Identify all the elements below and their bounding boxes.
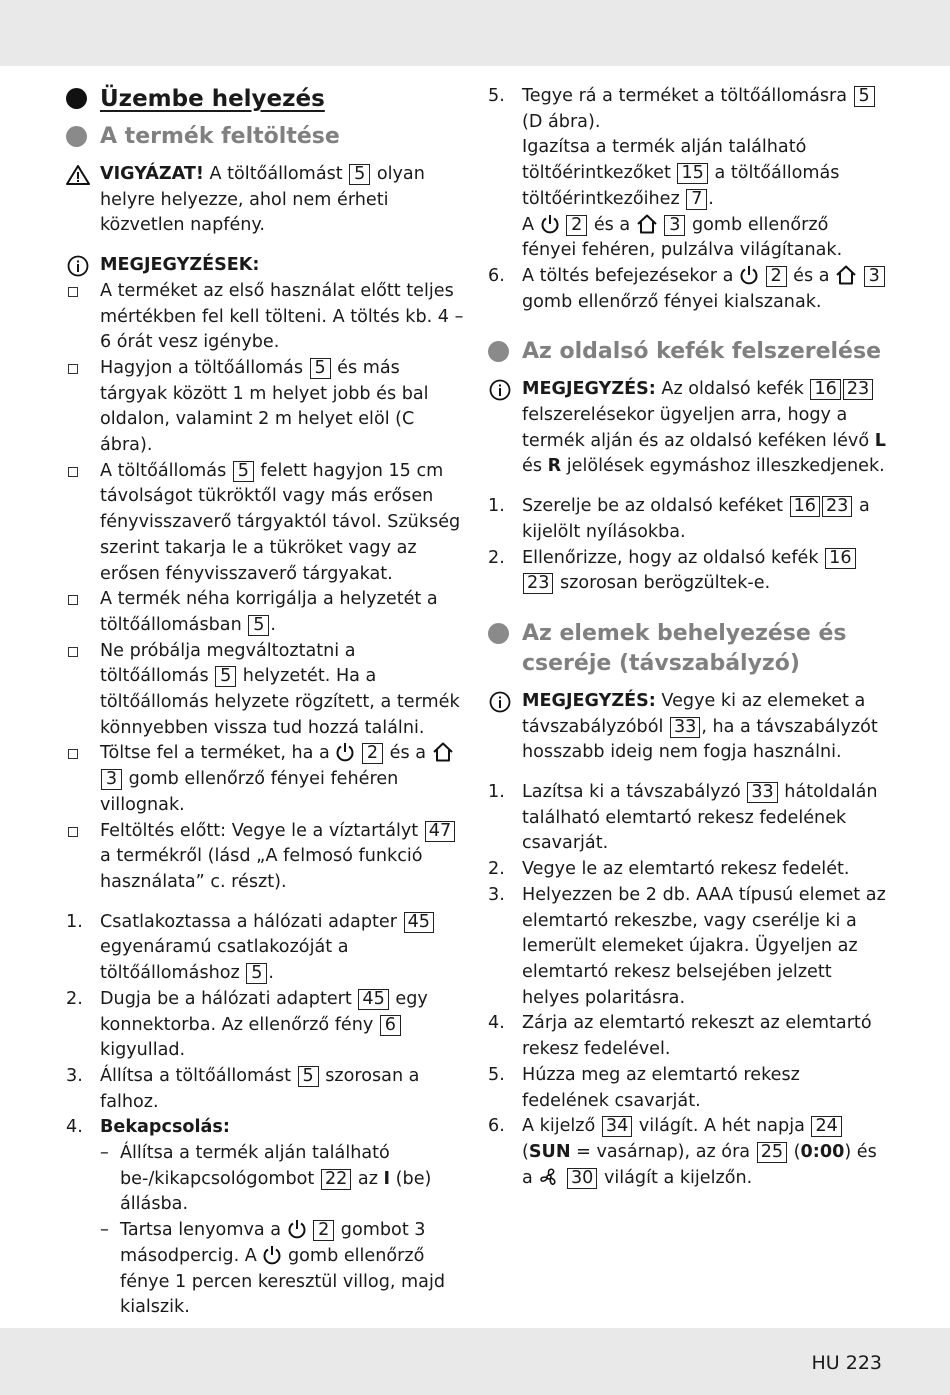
brushes-note: MEGJEGYZÉS: Az oldalsó kefék 16 23 felszerelésekor ügyeljen arra, hogy a termék alján és az oldalsó keféken lévő L és R jelölések egymáshoz illeszkedjenek.: [488, 377, 888, 480]
ref-box: 2: [362, 743, 383, 764]
home-icon: [835, 265, 857, 285]
list-item: 2. Dugja be a hálózati adaptert 45 egy konnektorba. Az ellenőrző fény 6 kigyullad.: [66, 988, 428, 1061]
ref-box: 16: [825, 548, 855, 569]
ref-box: 47: [425, 821, 455, 842]
subsection-title: A termék feltöltése: [66, 122, 466, 152]
list-item: 5. Tegye rá a terméket a töltőállomásra 5 (D ábra). Igazítsa a termék alján található töltőérintkezőket 15 a töltőállomás töltőérintkezőihez 7 . A 2 és a 3 gomb ellenőrző fényei fehéren, pulzálva világítanak.: [488, 84, 888, 264]
ref-box: 3: [864, 266, 885, 287]
list-item: A terméket az első használat előtt teljes mértékben fel kell tölteni. A töltés kb. 4 – 6 órát vesz igénybe.: [66, 279, 466, 356]
ref-box: 16: [790, 496, 820, 517]
list-item: 6. A kijelző 34 világít. A hét napja 24 (SUN = vasárnap), az óra 25 (0:00) és a 30 világít a kijelzőn.: [488, 1116, 877, 1188]
bullet-dot-icon: [488, 341, 509, 362]
info-icon: [488, 379, 512, 401]
checkbox-square-icon: [68, 467, 78, 477]
brushes-steps: [488, 494, 888, 597]
checkbox-square-icon: [68, 647, 78, 657]
list-item: Hagyjon a töltőállomás 5 és más tárgyak között 1 m helyet jobb és bal oldalon, valamint 2 m helyet elöl (C ábra).: [66, 356, 466, 459]
ref-box: 5: [248, 615, 269, 636]
ref-box: 5: [310, 358, 331, 379]
list-item: 4. Zárja az elemtartó rekeszt az elemtartó rekesz fedelével.: [488, 1013, 872, 1060]
home-icon: [432, 742, 454, 762]
checkbox-square-icon: [68, 595, 78, 605]
list-item: 3. Helyezzen be 2 db. AAA típusú elemet az elemtartó rekeszbe, vagy cserélje ki a lemerült elemeket újakra. Ügyeljen az elemtartó rekesz belsejében jelzett helyes polaritásra.: [488, 884, 886, 1008]
batteries-title: Az elemek behelyezése és cseréje (távszabályzó): [488, 619, 888, 679]
list-item: A töltőállomás 5 felett hagyjon 15 cm távolságot tükröktől vagy más erősen fényvisszaverő tárgyaktól távol. Szükség szerint takarja le a tükröket vagy az erősen fényvisszaverő tárgyakat.: [66, 459, 466, 588]
list-item: 1. Lazítsa ki a távszabályzó 33 hátoldalán található elemtartó rekesz fedelének csavarját.: [488, 782, 878, 854]
checkbox-square-icon: [68, 287, 78, 297]
sub-steps-list: [100, 1141, 466, 1321]
checkbox-square-icon: [68, 827, 78, 837]
list-item: 2. Vegye le az elemtartó rekesz fedelét.: [488, 859, 850, 880]
ref-box: 45: [404, 912, 434, 933]
list-item: A termék néha korrigálja a helyzetét a töltőállomásban 5 .: [66, 587, 466, 638]
header-band: [0, 0, 950, 66]
bullet-dot-icon: [488, 623, 509, 644]
notes-heading: MEGJEGYZÉSEK:: [66, 253, 466, 279]
checkbox-square-icon: [68, 364, 78, 374]
warning-triangle-icon: [66, 164, 90, 186]
brushes-title: Az oldalsó kefék felszerelése: [488, 337, 888, 367]
ref-box: 15: [677, 163, 707, 184]
list-item: – Tartsa lenyomva a 2 gombot 3 másodpercig. A gomb ellenőrző fénye 1 percen keresztül villog, majd kialszik.: [100, 1220, 446, 1318]
ref-box: 5: [349, 164, 370, 185]
ref-box: 2: [566, 215, 587, 236]
ref-box: 5: [215, 666, 236, 687]
ref-box: 2: [766, 266, 787, 287]
footer-band: [0, 1328, 950, 1395]
steps-list: [488, 84, 888, 315]
ref-box: 6: [380, 1015, 401, 1036]
section-title: Üzembe helyezés: [66, 84, 466, 114]
ref-box: 23: [523, 573, 553, 594]
ref-box: 22: [321, 1169, 351, 1190]
fan-icon: [538, 1167, 560, 1187]
ref-box: 33: [670, 717, 700, 738]
left-column: [66, 84, 466, 1321]
caution-note: VIGYÁZAT! A töltőállomást 5 olyan helyre helyezze, ahol nem érheti közvetlen napfény.: [66, 162, 466, 239]
ref-box: 3: [101, 769, 122, 790]
ref-box: 5: [233, 461, 254, 482]
info-icon: [66, 255, 90, 277]
ref-box: 25: [757, 1142, 787, 1163]
batteries-steps: [488, 780, 888, 1191]
ref-box: 34: [602, 1116, 632, 1137]
ref-box: 23: [822, 496, 852, 517]
batteries-note: MEGJEGYZÉS: Vegye ki az elemeket a távszabályzóból 33 , ha a távszabályzót hosszabb ideig nem fogja használni.: [488, 689, 888, 766]
notes-list: [66, 279, 466, 896]
list-item: – Állítsa a termék alján található be-/kikapcsológombot 22 az I (be) állásba.: [100, 1143, 432, 1215]
ref-box: 5: [854, 86, 875, 107]
right-column: [488, 84, 888, 1191]
steps-list: [66, 910, 466, 1321]
ref-box: 24: [811, 1116, 841, 1137]
ref-box: 30: [567, 1168, 597, 1189]
caution-label: VIGYÁZAT!: [100, 164, 204, 184]
list-item: Feltöltés előtt: Vegye le a víztartályt 47 a termékről (lásd „A felmosó funkció használata” c. részt).: [66, 819, 466, 896]
ref-box: 33: [747, 782, 777, 803]
ref-box: 3: [664, 215, 685, 236]
list-item: 6. A töltés befejezésekor a 2 és a 3 gomb ellenőrző fényei kialszanak.: [488, 264, 888, 315]
power-icon: [287, 1219, 307, 1239]
power-icon: [335, 742, 355, 762]
power-icon: [540, 214, 560, 234]
page-number: HU 223: [811, 1352, 882, 1374]
list-item: 5. Húzza meg az elemtartó rekesz fedelének csavarját.: [488, 1064, 800, 1111]
ref-box: 2: [313, 1220, 334, 1241]
bullet-dot-icon: [66, 126, 87, 147]
list-item: Töltse fel a terméket, ha a 2 és a 3 gomb ellenőrző fényei fehéren villognak.: [66, 741, 466, 818]
ref-box: 16: [810, 379, 840, 400]
list-item: 1. Szerelje be az oldalsó keféket 16 23 a kijelölt nyílásokba.: [488, 496, 870, 542]
ref-box: 45: [358, 989, 388, 1010]
home-icon: [636, 214, 658, 234]
info-icon: [488, 691, 512, 713]
ref-box: 5: [246, 963, 267, 984]
ref-box: 7: [686, 189, 707, 210]
list-item: 4. Bekapcsolás: – Állítsa a termék alján található be-/kikapcsológombot 22 az I (be) állásba. – Tartsa lenyomva a 2 gombot 3 másodpercig. A gomb ellenőrző fénye 1 percen keresztül villog, majd kialszik.: [66, 1115, 466, 1321]
list-item: 2. Ellenőrizze, hogy az oldalsó kefék 1623 szorosan berögzültek-e.: [488, 546, 888, 597]
ref-box: 5: [298, 1066, 319, 1087]
list-item: Ne próbálja megváltoztatni a töltőállomás 5 helyzetét. Ha a töltőállomás helyzete rögzített, a termék könnyebben vissza tud hozzá találni.: [66, 639, 466, 742]
checkbox-square-icon: [68, 749, 78, 759]
bullet-dot-icon: [66, 88, 87, 109]
ref-box: 23: [843, 379, 873, 400]
list-item: 3. Állítsa a töltőállomást 5 szorosan a falhoz.: [66, 1065, 420, 1112]
list-item: 1. Csatlakoztassa a hálózati adapter 45 egyenáramú csatlakozóját a töltőállomáshoz 5 .: [66, 910, 466, 987]
power-icon: [739, 265, 759, 285]
power-icon: [262, 1245, 282, 1265]
